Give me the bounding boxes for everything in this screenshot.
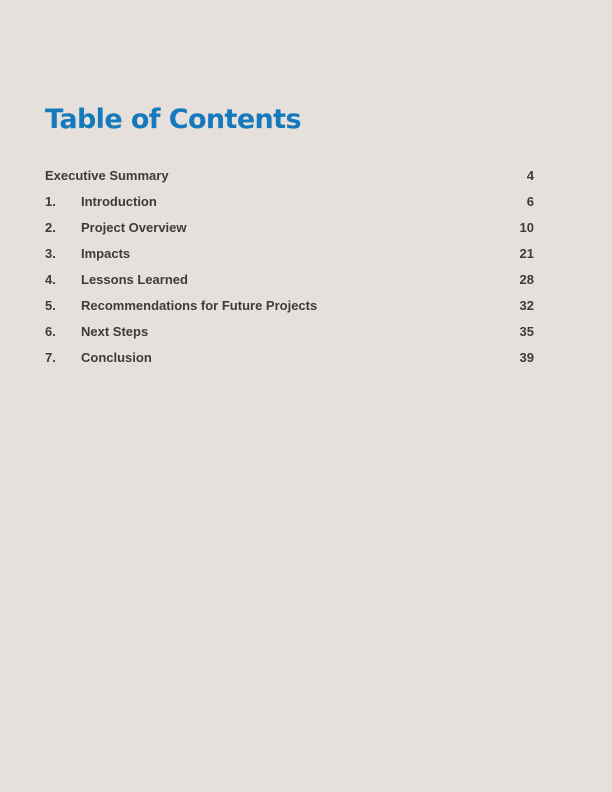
toc-entry-number: 2. <box>45 220 56 235</box>
toc-entry-impacts[interactable] <box>45 245 534 271</box>
toc-entry-conclusion[interactable] <box>45 349 534 375</box>
toc-entry-number: 5. <box>45 298 56 313</box>
toc-entry-label: Project Overview <box>81 220 187 235</box>
toc-entry-page: 28 <box>519 272 534 287</box>
toc-entry-page: 4 <box>526 168 534 183</box>
toc-entry-label: Impacts <box>81 246 131 261</box>
toc-entry-next-steps[interactable] <box>45 323 534 349</box>
toc-entry-number: 6. <box>45 324 56 339</box>
toc-entry-page: 10 <box>519 220 534 235</box>
toc-entry-label: Recommendations for Future Projects <box>81 298 318 313</box>
table-of-contents <box>45 167 534 375</box>
toc-entry-label: Introduction <box>81 194 157 209</box>
toc-entry-number: 3. <box>45 246 56 261</box>
toc-entry-page: 21 <box>519 246 534 261</box>
toc-entry-label: Next Steps <box>81 324 149 339</box>
toc-entry-introduction[interactable] <box>45 193 534 219</box>
toc-entry-number: 4. <box>45 272 56 287</box>
toc-entry-project-overview[interactable] <box>45 219 534 245</box>
toc-entry-recommendations[interactable] <box>45 297 534 323</box>
toc-entry-page: 35 <box>519 324 534 339</box>
toc-entry-page: 32 <box>519 298 534 313</box>
toc-entry-page: 39 <box>519 350 534 365</box>
toc-entry-page: 6 <box>526 194 534 209</box>
toc-entry-lessons-learned[interactable] <box>45 271 534 297</box>
toc-entry-label: Lessons Learned <box>81 272 188 287</box>
toc-entry-number: 1. <box>45 194 56 209</box>
toc-entry-label: Executive Summary <box>45 168 169 183</box>
toc-entry-label: Conclusion <box>81 350 152 365</box>
toc-entry-executive-summary[interactable] <box>45 167 534 193</box>
toc-entry-number: 7. <box>45 350 56 365</box>
page-title: Table of Contents <box>45 104 301 135</box>
